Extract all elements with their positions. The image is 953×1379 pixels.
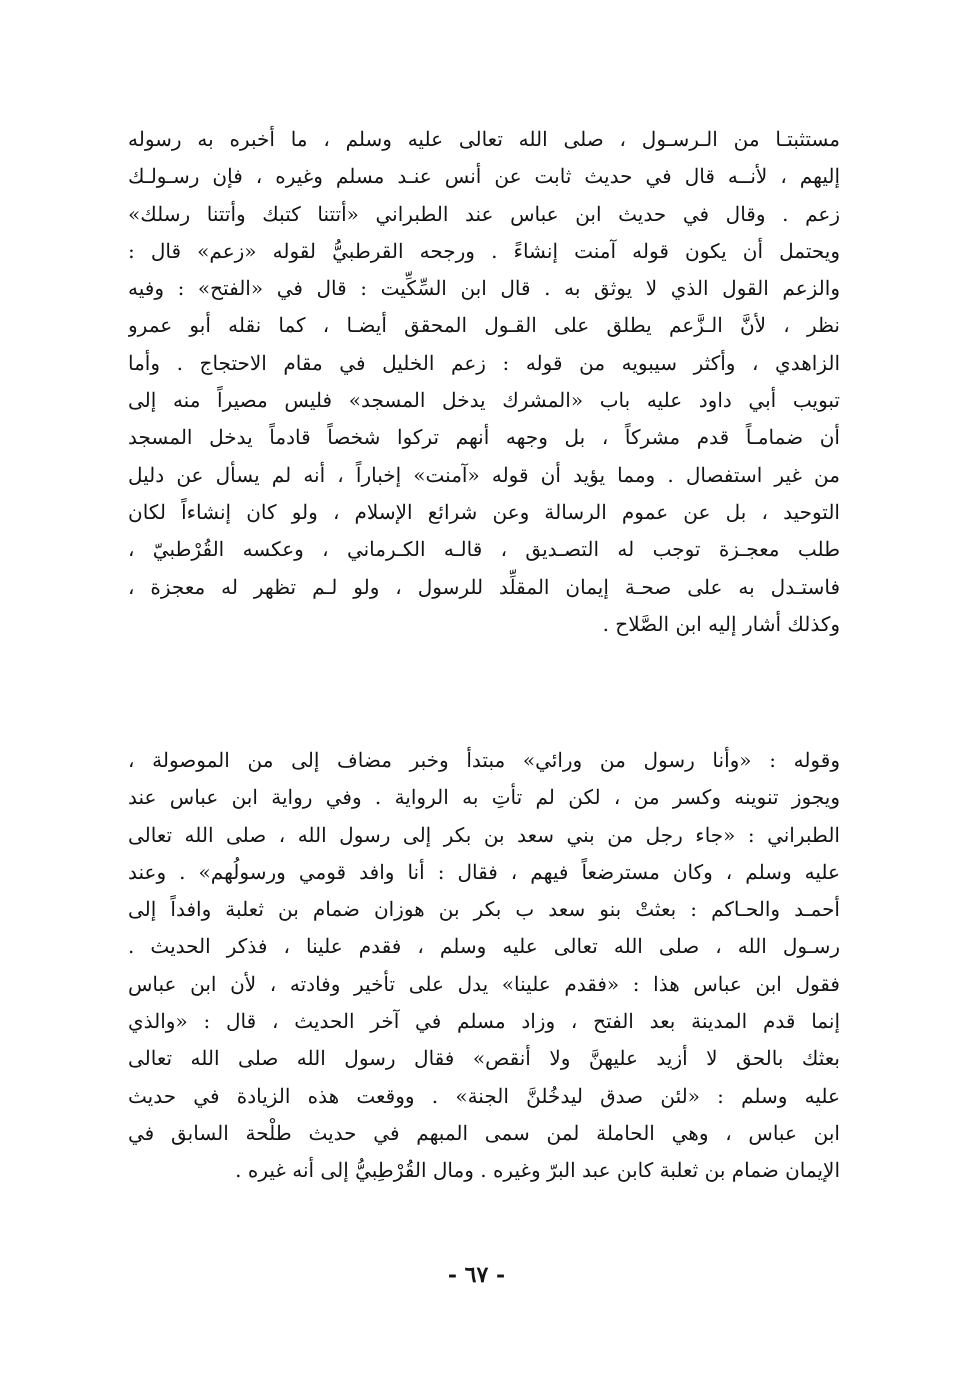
paragraph-1: [128, 121, 840, 643]
paragraph-2: [128, 742, 840, 1190]
text-line: فاستـدل به على صحـة إيمان المقلِّد للرسول ، ولو لـم تظهر له معجزة ،: [128, 574, 840, 599]
text-line: من غير استفصال . ومما يؤيد أن قوله «آمنت» إخباراً ، أنه لم يسأل عن دليل: [128, 462, 840, 487]
text-line: ويحتمل أن يكون قوله آمنت إنشاءً . ورجحه القرطبيُّ لقوله «زعم» قال :: [128, 238, 840, 263]
text-line: رسـول الله ، صلى الله تعالى عليه وسلم ، فقدم علينا ، فذكر الحديث .: [128, 934, 840, 959]
text-line: الطبراني : «جاء رجل من بني سعد بن بكر إلى رسول الله ، صلى الله تعالى: [128, 822, 840, 847]
text-line: التوحيد ، بل عن عموم الرسالة وعن شرائع الإسلام ، ولو كان إنشاءاً لكان: [128, 499, 840, 524]
text-line: نظر ، لأنَّ الـزَّعم يطلق على القـول المحقق أيضـا ، كما نقله أبو عمرو: [128, 313, 840, 338]
text-line: وقوله : «وأنا رسول من ورائي» مبتدأ وخبر مضاف إلى من الموصولة ،: [128, 748, 840, 772]
text-line: عليه وسلم ، وكان مسترضعاً فيهم ، فقال : أنا وافد قومي ورسولُهم» . وعند: [128, 859, 840, 884]
text-line: والزعم القول الذي لا يوثق به . قال ابن السِّكِّيت : قال في «الفتح» : وفيه: [128, 276, 840, 301]
text-line: الإيمان ضمام بن ثعلبة كابن عبد البرّ وغيره . ومال القُرْطِبيُّ إلى أنه غيره .: [235, 1158, 840, 1183]
text-line: وكذلك أشار إليه ابن الصَّلاح .: [602, 611, 840, 636]
text-line: أن ضمامـاً قدم مشركاً ، بل وجهه أنهم تركوا شخصاً قادماً يدخل المسجد: [128, 425, 840, 450]
text-line: بعثك بالحق لا أزيد عليهنَّ ولا أنقص» فقال رسول الله صلى الله تعالى: [128, 1046, 840, 1071]
text-line: إليهم ، لأنــه قال في حديث ثابت عن أنس عنـد مسلم وغيره ، فإن رسـولـك: [128, 164, 840, 189]
text-line: مستثبتـا من الـرسـول ، صلى الله تعالى عليه وسلم ، ما أخبره به رسوله: [128, 127, 840, 151]
text-line: الزاهدي ، وأكثر سيبويه من قوله : زعم الخليل في مقام الاحتجاج . وأما: [128, 350, 840, 375]
text-line: طلب معجـزة توجب له التصـديق ، قالـه الكـرماني ، وعكسه القُرْطبيّ ،: [128, 537, 840, 562]
text-line: عليه وسلم : «لئن صدق ليدخُلنَّ الجنة» . ووقعت هذه الزيادة في حديث: [128, 1083, 840, 1108]
page-number: - ٦٧ -: [447, 1262, 506, 1288]
text-line: ويجوز تنوينه وكسر من ، لكن لم تأتِ به الرواية . وفي رواية ابن عباس عند: [128, 785, 840, 810]
text-line: تبويب أبي داود عليه باب «المشرك يدخل المسجد» فليس مصيراً منه إلى: [128, 388, 840, 413]
text-line: ابن عباس ، وهي الحاملة لمن سمى المبهم في حديث طلْحة السابق في: [128, 1120, 840, 1145]
text-line: زعم . وقال في حديث ابن عباس عند الطبراني «أتتنا كتبك وأتتنا رسلك»: [128, 201, 840, 226]
text-line: فقول ابن عباس هذا : «فقدم علينا» يدل على تأخير وفادته ، لأن ابن عباس: [128, 971, 840, 996]
text-line: أحمـد والحـاكم : بعثتْ بنو سعد ب بكر بن هوزان ضمام بن ثعلبة وافداً إلى: [128, 897, 840, 922]
text-line: إنما قدم المدينة بعد الفتح ، وزاد مسلم في آخر الحديث ، قال : «والذي: [128, 1009, 840, 1034]
